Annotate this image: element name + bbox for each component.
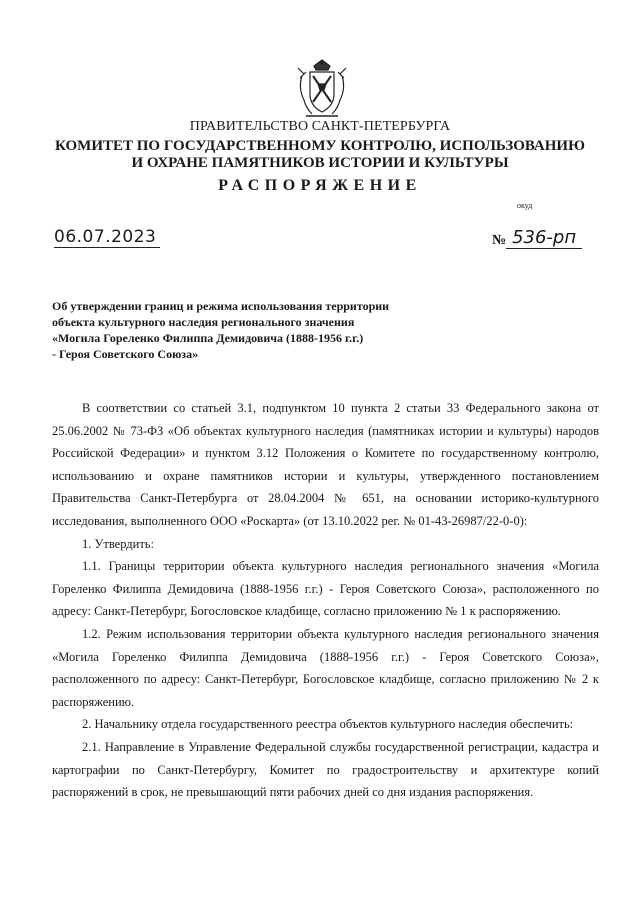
coat-of-arms-emblem [296, 58, 348, 120]
subject-line: объекта культурного наследия регионального значения [52, 315, 355, 329]
government-title: ПРАВИТЕЛЬСТВО САНКТ-ПЕТЕРБУРГА [189, 119, 451, 134]
committee-title [0, 138, 640, 172]
document-subject [52, 298, 389, 362]
clause-1: 1. Утвердить: [82, 536, 154, 551]
okud-label: окуд [517, 201, 533, 210]
subject-line: «Могила Гореленко Филиппа Демидовича (1888-1956 г.г.) [52, 331, 364, 345]
document-number [492, 227, 582, 249]
committee-line-2: И ОХРАНЕ ПАМЯТНИКОВ ИСТОРИИ И КУЛЬТУРЫ [131, 155, 509, 171]
document-date: 06.07.2023 [54, 227, 160, 248]
clause-1-1: 1.1. Границы территории объекта культурного наследия регионального значения «Могила Гореленко Филиппа Демидовича (1888-1956 г.г.) - Героя Советского Союза», расположенного по адресу: Санкт-Петербург, Богословское кладбище, согласно приложению № 1 к распоряжению. [52, 559, 599, 619]
subject-line: - Героя Советского Союза» [52, 347, 199, 361]
document-type: РАСПОРЯЖЕНИЕ [218, 177, 422, 194]
document-body [52, 397, 599, 804]
clause-2: 2. Начальнику отдела государственного реестра объектов культурного наследия обеспечить: [82, 717, 574, 732]
number-value: 536-рп [506, 227, 582, 249]
clause-2-1: 2.1. Направление в Управление Федеральной службы государственной регистрации, кадастра и картографии по Санкт-Петербургу, Комитет по градостроительству и архитектуре копий распоряжений в срок, не превышающий пяти рабочих дней со дня издания распоряжения. [52, 739, 599, 800]
number-sign: № [492, 233, 507, 248]
clause-1-2: 1.2. Режим использования территории объекта культурного наследия регионального значения «Могила Гореленко Филиппа Демидовича (1888-1956 г.г.) - Героя Советского Союза», расположенного по адресу: Санкт-Петербург, Богословское кладбище, согласно приложению № 2 к распоряжению. [52, 626, 599, 709]
subject-line: Об утверждении границ и режима использования территории [52, 299, 390, 313]
committee-line-1: КОМИТЕТ ПО ГОСУДАРСТВЕННОМУ КОНТРОЛЮ, ИСПОЛЬЗОВАНИЮ [55, 138, 585, 154]
preamble-paragraph: В соответствии со статьей 3.1, подпунктом 10 пункта 2 статьи 33 Федерального закона от 25.06.2002 № 73-ФЗ «Об объектах культурного наследия (памятниках истории и культуры) народов Российской Федерации» и пунктом 3.12 Положения о Комитете по государственному контролю, использованию и охране памятников истории и культуры, утвержденного постановлением Правительства Санкт-Петербурга от 28.04.2004 № 651, на основании историко-культурного исследования, выполненного ООО «Роскарта» (от 13.10.2022 рег. № 01-43-26987/22-0-0): [52, 401, 599, 528]
